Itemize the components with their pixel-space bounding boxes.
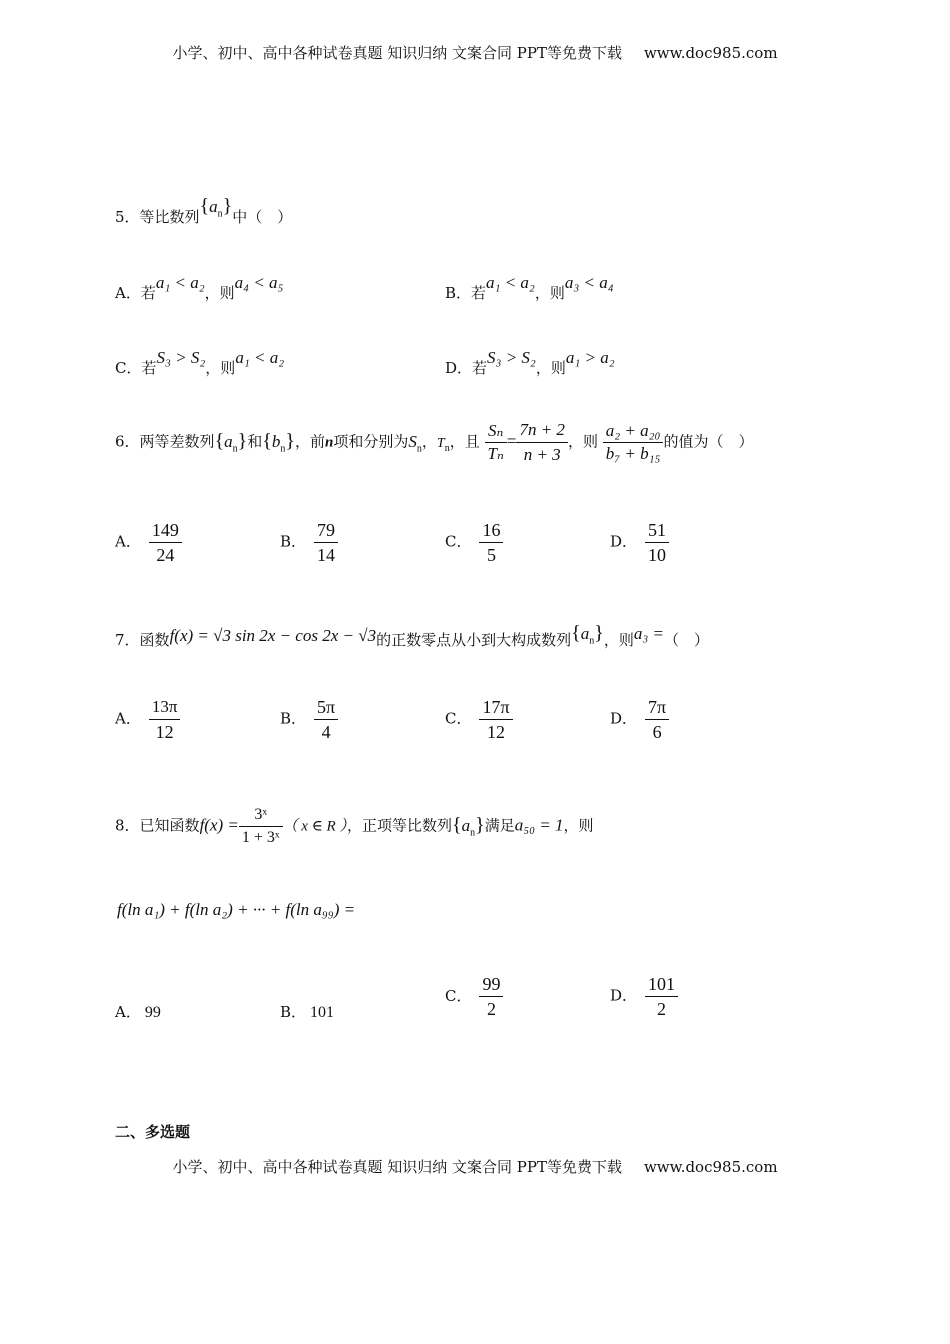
q7-option-d[interactable]: D． $\frac{7\pi}{6}$ — [610, 697, 669, 742]
q7-sequence: $\{a_n\}$ — [571, 622, 604, 647]
q7-a3: a₃ = — [633, 624, 664, 643]
q6-rhs: $\frac{7n + 2}{n + 3}$ — [516, 420, 567, 465]
footer-text: 小学、初中、高中各种试卷真题 知识归纳 文案合同 PPT等免费下载 — [172, 1158, 622, 1176]
q5-b-result: a₃ < a₄ — [564, 273, 614, 292]
q7-option-c[interactable]: C． $\frac{17\pi}{12}$ — [445, 697, 513, 742]
q5-suffix: 中（ ） — [232, 208, 293, 226]
q6-seq-a: $\{a_n\}$ — [214, 429, 248, 454]
question-6-stem: 6．两等差数列$\{a_n\}$和$\{b_n\}$，前n项和分别为$S_n$，$T_n$，且 $\frac{\text{Sₙ}}{\text{Tₙ}}$ = $\frac{7n + 2}{n + 3}$ ，则 $\frac{\text{a₂ + a₂₀}}{\text{b₇ + b₁₅}}$ 的值为（ ） — [115, 420, 754, 464]
q8-sequence: $\{a_n\}$ — [451, 813, 485, 838]
q6-option-c[interactable]: C． $\frac{16}{5}$ — [445, 520, 503, 565]
header-text: 小学、初中、高中各种试卷真题 知识归纳 文案合同 PPT等免费下载 — [172, 44, 622, 62]
q8-fx: f(x) = — [199, 815, 239, 835]
q6-ratio: $\frac{\text{Sₙ}}{\text{Tₙ}}$ — [485, 422, 507, 463]
q6-quotient: $\frac{\text{a₂ + a₂₀}}{\text{b₇ + b₁₅}}$ — [603, 422, 664, 463]
q8-fraction: $\frac{\text{3ˣ}}{\text{1 + 3ˣ}}$ — [239, 806, 283, 847]
q5-b-condition: a₁ < a₂ — [486, 273, 535, 292]
q6-seq-b: $\{b_n\}$ — [262, 429, 296, 454]
q5-option-b[interactable]: B．若a₁ < a₂，则a₃ < a₄ — [445, 273, 614, 302]
question-7-stem: 7．函数f(x) = √3 sin 2x − cos 2x − √3的正数零点从小到大构成数列$\{a_n\}$，则a₃ =（ ） — [115, 622, 709, 649]
q5-c-result: a₁ < a₂ — [235, 348, 285, 367]
q6-option-a[interactable]: A． $\frac{149}{24}$ — [115, 520, 182, 565]
q8-option-a[interactable]: A． 99 — [115, 1003, 161, 1021]
q5-c-condition: S₃ > S₂ — [156, 348, 206, 367]
q5-a-condition: a₁ < a₂ — [155, 273, 205, 292]
q5-sequence: $\{a_n\}$ — [199, 195, 233, 220]
q5-a-result: a₄ < a₅ — [234, 273, 284, 292]
section-heading: 二、多选题 — [115, 1123, 191, 1141]
q7-function: f(x) = √3 sin 2x − cos 2x − √3 — [169, 626, 377, 645]
footer-url[interactable]: www.doc985.com — [643, 1158, 778, 1176]
q8-option-b[interactable]: B． 101 — [280, 1003, 335, 1021]
page-header — [0, 42, 950, 63]
question-number: 8． — [115, 816, 140, 835]
q8-condition: a₅₀ = 1 — [514, 815, 564, 835]
q5-d-condition: S₃ > S₂ — [487, 348, 536, 367]
q6-option-b[interactable]: B． $\frac{79}{14}$ — [280, 520, 338, 565]
q6-option-d[interactable]: D． $\frac{51}{10}$ — [610, 520, 669, 565]
q5-d-result: a₁ > a₂ — [565, 348, 615, 367]
q7-option-b[interactable]: B． $\frac{5\pi}{4}$ — [280, 697, 338, 742]
q6-Sn: $S_n$ — [408, 431, 422, 454]
question-number: 5． — [115, 208, 140, 226]
header-url[interactable]: www.doc985.com — [643, 44, 778, 62]
q6-Tn: $T_n$ — [436, 435, 450, 454]
q5-option-c[interactable]: C．若S₃ > S₂，则a₁ < a₂ — [115, 348, 285, 377]
q5-option-a[interactable]: A．若a₁ < a₂，则a₄ < a₅ — [115, 273, 284, 302]
q8-domain: （ x ∈ R ） — [282, 818, 347, 835]
question-8-stem: 8．已知函数f(x) = $\frac{\text{3ˣ}}{\text{1 + 3ˣ}}$ （ x ∈ R ），正项等比数列$\{a_n\}$满足a₅₀ = 1，则 — [115, 806, 594, 846]
q5-prefix: 等比数列 — [139, 208, 200, 226]
question-number: 7． — [115, 631, 140, 649]
q7-option-a[interactable]: A． $\frac{13\pi}{12}$ — [115, 697, 180, 742]
page-footer — [0, 1156, 950, 1177]
q5-option-d[interactable]: D．若S₃ > S₂，则a₁ > a₂ — [445, 348, 615, 377]
question-5-stem — [115, 195, 293, 229]
q8-option-d[interactable]: D． $\frac{101}{2}$ — [610, 974, 678, 1019]
question-number: 6． — [115, 432, 140, 451]
q8-option-c[interactable]: C． $\frac{99}{2}$ — [445, 974, 503, 1019]
q8-expression: f(ln a₁) + f(ln a₂) + ··· + f(ln a₉₉) = — [117, 900, 356, 919]
